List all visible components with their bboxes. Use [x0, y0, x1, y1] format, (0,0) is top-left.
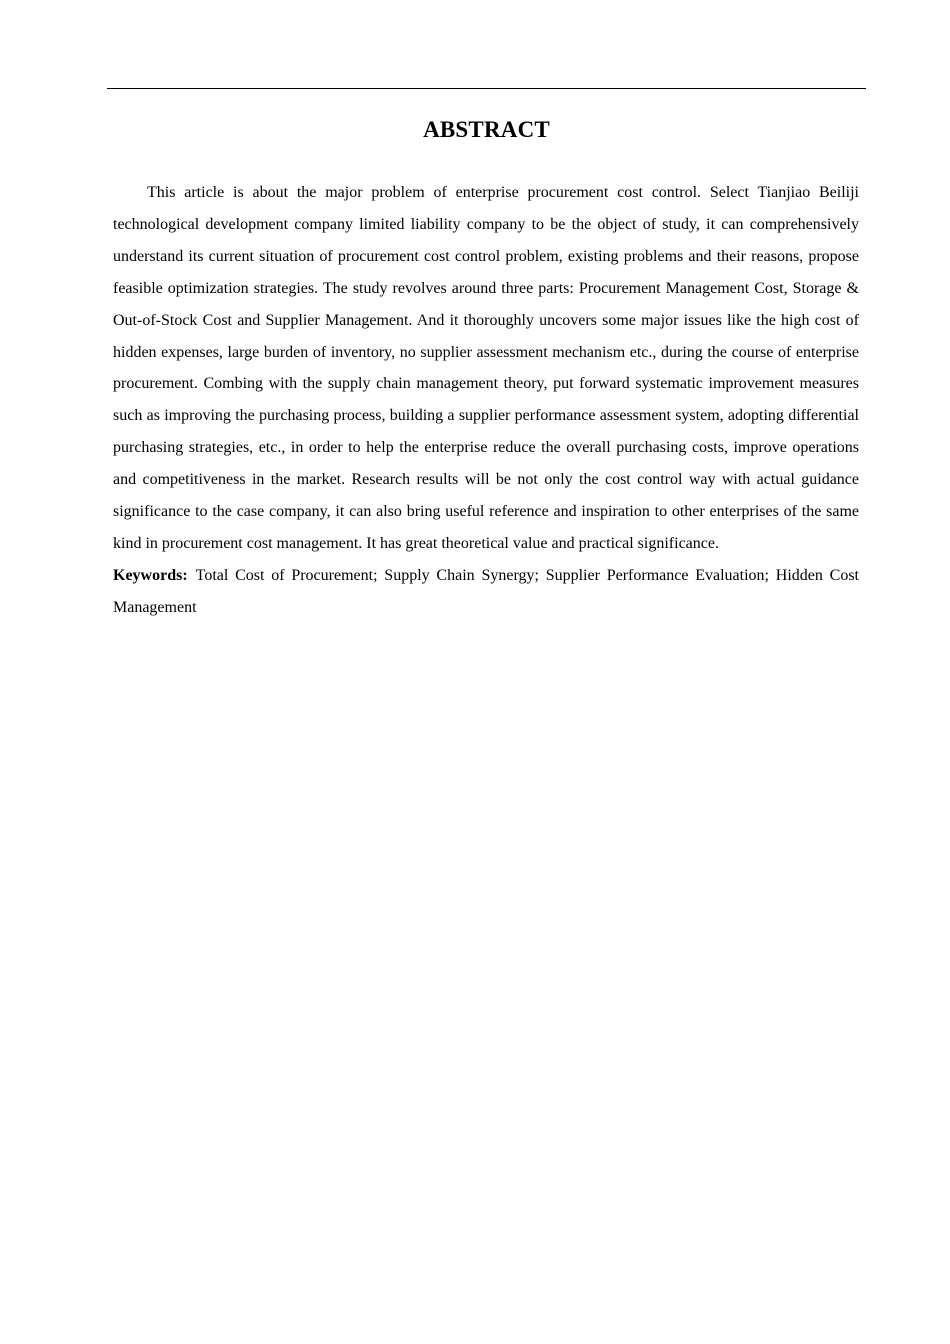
abstract-body: This article is about the major problem of enterprise procurement cost control. Select Tianjiao Beiliji technological development company limited liability company to be the object of study, it can comprehensively understand its current situation of procurement cost control problem, existing problems and their reasons, propose feasible optimization strategies. The study revolves around three parts: Procurement Management Cost, Storage & Out-of-Stock Cost and Supplier Management. And it thoroughly uncovers some major issues like the high cost of hidden expenses, large burden of inventory, no supplier assessment mechanism etc., during the course of enterprise procurement. Combing with the supply chain management theory, put forward systematic improvement measures such as improving the purchasing process, building a supplier performance assessment system, adopting differential purchasing strategies, etc., in order to help the enterprise reduce the overall purchasing costs, improve operations and competitiveness in the market. Research results will be not only the cost control way with actual guidance significance to the case company, it can also bring useful reference and inspiration to other enterprises of the same kind in procurement cost management. It has great theoretical value and practical significance. — [113, 184, 859, 552]
header-rule — [107, 88, 866, 89]
page-title: ABSTRACT — [423, 117, 550, 142]
keywords-label: Keywords: — [113, 566, 188, 584]
keywords-paragraph — [113, 560, 859, 624]
keywords-list: Total Cost of Procurement; Supply Chain Synergy; Supplier Performance Evaluation; Hidden Cost Management — [113, 566, 859, 616]
abstract-section — [113, 177, 859, 624]
